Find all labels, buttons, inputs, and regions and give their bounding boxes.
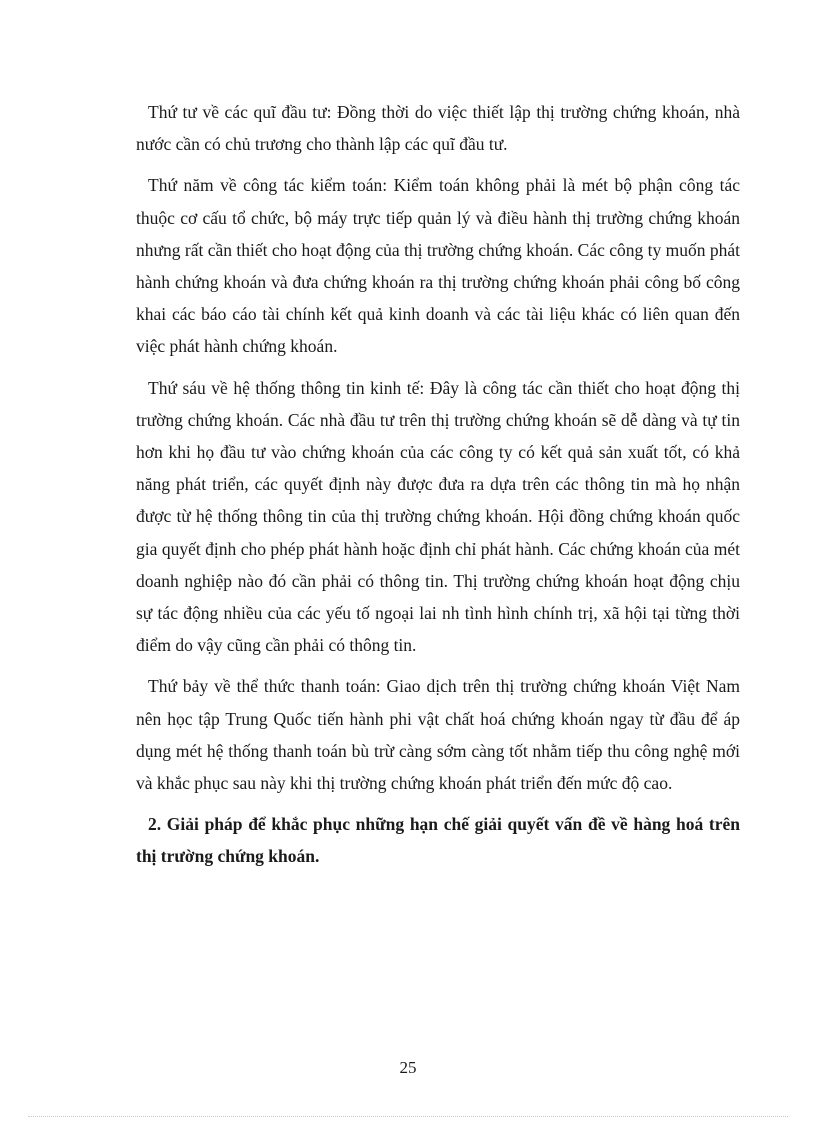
page-bottom-divider [28, 1116, 788, 1117]
document-body [136, 96, 740, 873]
section-heading: 2. Giải pháp để khắc phục những hạn chế giải quyết vấn đề về hàng hoá trên thị trường chứng khoán. [136, 814, 740, 867]
paragraph-economic-information: Thứ sáu về hệ thống thông tin kinh tế: Đây là công tác cần thiết cho hoạt động thị trường chứng khoán. Các nhà đầu tư trên thị trường chứng khoán sẽ dễ dàng và tự tin hơn khi họ đầu tư vào chứng khoán của các công ty có kết quả sản xuất tốt, có khả năng phát triển, các quyết định này được đưa ra dựa trên các thông tin mà họ nhận được từ hệ thống thông tin của thị trường chứng khoán. Hội đồng chứng khoán quốc gia quyết định cho phép phát hành hoặc định chỉ phát hành. Các chứng khoán của mét doanh nghiệp nào đó cần phải có thông tin. Thị trường chứng khoán hoạt động chịu sự tác động nhiều của các yếu tố ngoại lai nh tình hình chính trị, xã hội tại từng thời điểm do vậy cũng cần phải có thông tin. [136, 377, 740, 656]
paragraph-payment-method: Thứ bảy về thể thức thanh toán: Giao dịch trên thị trường chứng khoán Việt Nam nên học tập Trung Quốc tiến hành phi vật chất hoá chứng khoán ngay từ đầu để áp dụng mét hệ thống thanh toán bù trừ càng sớm càng tốt nhằm tiếp thu công nghệ mới và khắc phục sau này khi thị trường chứng khoán phát triển đến mức độ cao. [136, 676, 740, 794]
paragraph-auditing: Thứ năm về công tác kiểm toán: Kiểm toán không phải là mét bộ phận công tác thuộc cơ cấu tổ chức, bộ máy trực tiếp quản lý và điều hành thị trường chứng khoán nhưng rất cần thiết cho hoạt động của thị trường chứng khoán. Các công ty muốn phát hành chứng khoán và đưa chứng khoán ra thị trường chứng khoán phải công bố công khai các báo cáo tài chính kết quả kinh doanh và các tài liệu khác có liên quan đến việc phát hành chứng khoán. [136, 175, 740, 357]
paragraph-investment-funds: Thứ tư về các quĩ đầu tư: Đồng thời do việc thiết lập thị trường chứng khoán, nhà nước cần có chủ trương cho thành lập các quĩ đầu tư. [136, 102, 740, 155]
page-number: 25 [399, 1058, 417, 1077]
